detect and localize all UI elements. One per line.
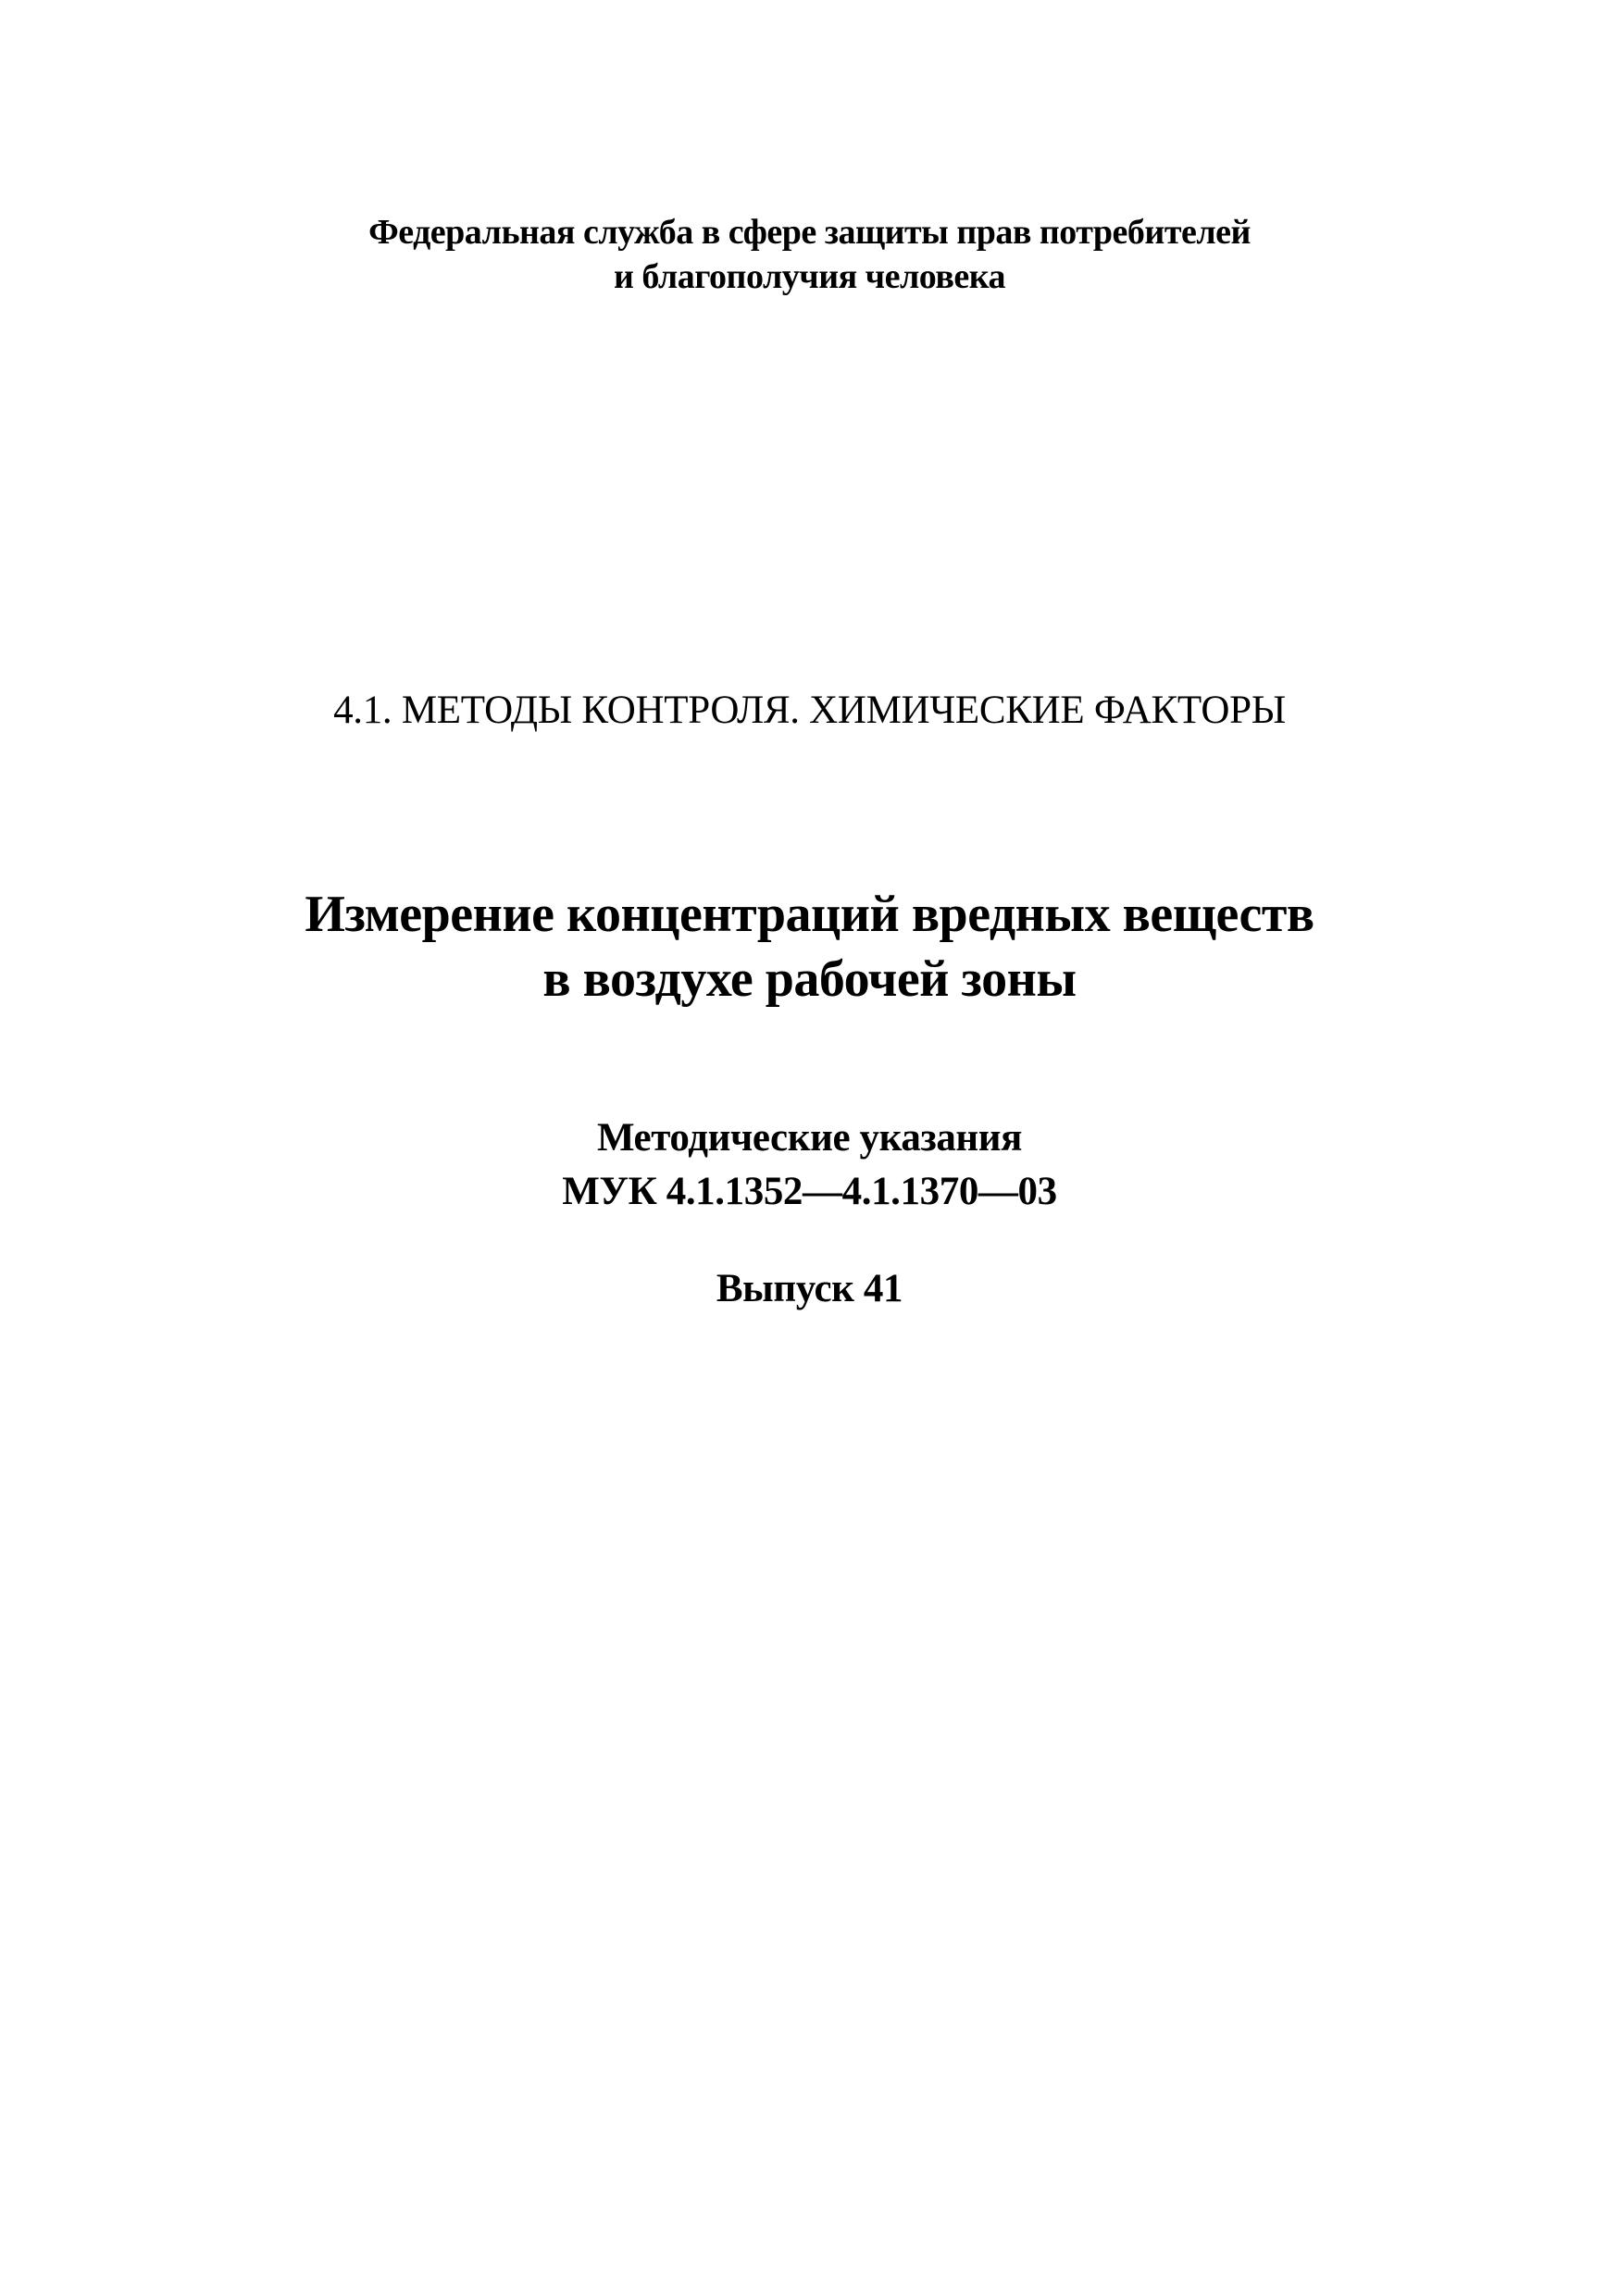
document-title-line-2: в воздухе рабочей зоны: [542, 950, 1077, 1008]
agency-name-line-1: Федеральная служба в сфере защиты прав потребителей: [368, 213, 1251, 252]
document-title-line-1: Измерение концентраций вредных веществ: [305, 886, 1314, 943]
document-type-label: Методические указания: [596, 1116, 1023, 1160]
document-code: МУК 4.1.1352—4.1.1370—03: [562, 1170, 1057, 1213]
agency-name-line-2: и благополучия человека: [613, 257, 1006, 296]
issue-number: Выпуск 41: [716, 1267, 903, 1310]
series-heading: 4.1. МЕТОДЫ КОНТРОЛЯ. ХИМИЧЕСКИЕ ФАКТОРЫ: [333, 689, 1286, 732]
